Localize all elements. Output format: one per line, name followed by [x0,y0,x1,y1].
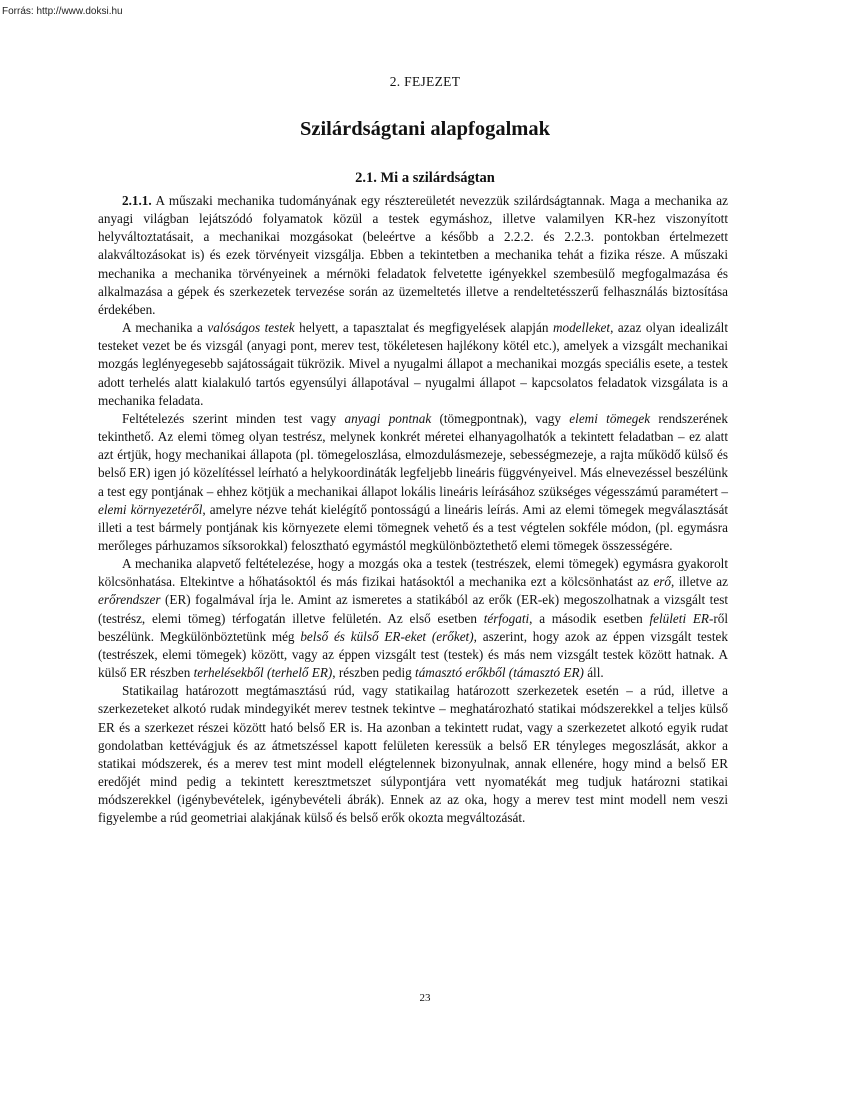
emphasis: erőrendszer [98,592,161,608]
chapter-label: 2. FEJEZET [389,74,461,89]
emphasis: valóságos testek [207,320,295,336]
text-run: , részben pedig [332,665,416,681]
paragraph-1 [98,192,728,319]
text-run: , a második esetben [529,610,650,626]
text-run: , illetve az [671,574,728,590]
text-run: Feltételezés szerint minden test vagy [122,410,345,426]
paragraph-3 [98,410,728,555]
text-run: (ER) fogalmával írja le. Amint az ismeretes a statikából az erők (ER-ek) megoszolhatnak a vizsgált test (testrész, elemi tömeg) térfogatán illetve felületén. Az első esetben [98,592,728,626]
text-run: , azaz olyan idealizált testeket vezet be és vizsgál (anyagi pont, merev test, tökéletesen hajlékony kötél etc.), amelyek a vizsgált mechanikai mozgás leglényegesebb sajátosságait tükrözik. Mivel a nyugalmi állapot a mechanikai mozgás speciális esete, a testek adott terhelés alatt kialakuló tartós egyensúlyi állapotával – nyugalmi állapot – kapcsolatos feladatok vizsgálata is a mechanika feladata. [98,320,728,408]
emphasis: belső és külső ER-eket (erőket) [300,628,474,644]
source-attribution: Forrás: http://www.doksi.hu [2,6,123,17]
text-run: A mechanika a [122,320,208,336]
text-run: helyett, a tapasztalat és megfigyelések alapján [294,320,553,336]
emphasis: térfogati [483,610,530,626]
text-run: A mechanika alapvető feltételezése, hogy a mozgás oka a testek (testrészek, elemi tömegek) egymásra gyakorolt kölcsönhatása. Eltekintve a hőhatásoktól és más fizikai hatásoktól a mechanika ezt a kölcsönhatást az [98,556,728,590]
paragraph-4 [98,555,728,682]
text-run: (tömegpontnak), vagy [431,410,570,426]
emphasis: elemi környezetéről [98,501,203,517]
emphasis: anyagi pontnak [344,410,432,426]
emphasis: modelleket [552,320,611,336]
emphasis: felületi ER [649,610,709,626]
paragraph-2 [98,319,728,410]
page-number: 23 [419,992,431,1004]
text-run: rendszerének tekinthető. Az elemi tömeg olyan testrész, melynek konkrét méretei elhanyagolhatók a tekintett feladatban – ez alatt azt értjük, hogy mechanikai állapota (pl. tömegeloszlása, elmozdulásmezeje, sebességmezeje, a rajta működő külső és belső ER) igen jó közelítéssel leírható a helykoordináták legfeljebb lineáris függvényeivel. Más elnevezéssel beszélünk a test egy pontjának – ehhez kötjük a mechanikai állapot lokális lineáris leírásához szükséges végesszámú paramétert – [98,410,728,499]
chapter-title: Szilárdságtani alapfogalmak [299,118,550,140]
emphasis: erő [653,574,672,590]
body-text [98,192,728,827]
paragraph-5-text: Statikailag határozott megtámasztású rúd, vagy statikailag határozott szerkezetek esetén – a rúd, illetve a szerkezeteket alkotó rudak mindegyikét merev testnek tekintve – meghatározható statikai módszerekkel a teljes külső ER és a szerkezet részei között ható belső ER is. Ha azonban a tekintett rudat, vagy a szerkezetet alkotó egyik rudat gondolatban kettévágjuk és az átmetszéssel kapott felületen keressük a belső ER tényleges megoszlását, akkor a statikai módszerek, és a merev test mint modell elégtelennek bizonyulnak, annak ellenére, hogy mind a belső ER eredőjét mind pedig a tekintett keresztmetszet súlypontjára vett nyomatékát meg tudjuk határozni statikai módszerekkel (igénybevételek, igénybevételi ábrák). Ennek az az oka, hogy a merev test mint modell nem veszi figyelembe a rúd geometriai alakjának külső és belső erők okozta megváltozását. [98,683,728,826]
text-run: , aszerint, hogy azok az éppen vizsgált testek (testrészek, elemi tömegek) között, vagy az éppen vizsgált test (testek) és más nem vizsgált testek között hatnak. A külső ER részben [98,628,729,681]
emphasis: elemi tömegek [569,410,651,426]
paragraph-number: 2.1.1. [122,193,152,208]
text-run: áll. [583,665,604,681]
section-title: 2.1. Mi a szilárdságtan [355,170,495,186]
emphasis: támasztó erőkből (támasztó ER) [415,665,584,681]
text-run: -ről beszélünk. Megkülönböztetünk még [98,610,728,644]
text-run: , amelyre nézve tehát kielégítő pontosságú a lineáris leírás. Ami az elemi tömegek megválasztását illeti a test bármely pontjának kis környezete elemi tömegnek vehető és a test végtelen sokféle módon, (pl. egymásra merőleges párhuzamos síksorokkal) felosztható egymástól megkülönböztethető elemi tömegek összességére. [98,501,728,553]
emphasis: terhelésekből (terhelő ER) [193,665,333,681]
paragraph-1-text: A műszaki mechanika tudományának egy résztereületét nevezzük szilárdságtannak. Maga a mechanika az anyagi világban lejátszódó folyamatok közül a testek egymáshoz, illetve valamilyen KR-hez viszonyított helyváltoztatásait, a mechanikai mozgásokat (beleértve a később a 2.2.2. és 2.2.3. pontokban értelmezett alakváltozásokat is) és ezek törvényeit vizsgálja. Ebben a tekintetben a mechanika tehát a fizika része. A műszaki mechanika a mechanika törvényeinek a mérnöki feladatok felvetette igényekkel szembesülő megfogalmazása és alkalmazása a gépek és szerkezetek tervezése során az üzemeltetés illetve a rendeltetésszerű felhasználás biztosítása érdekében. [98,193,728,317]
paragraph-5 [98,682,728,827]
